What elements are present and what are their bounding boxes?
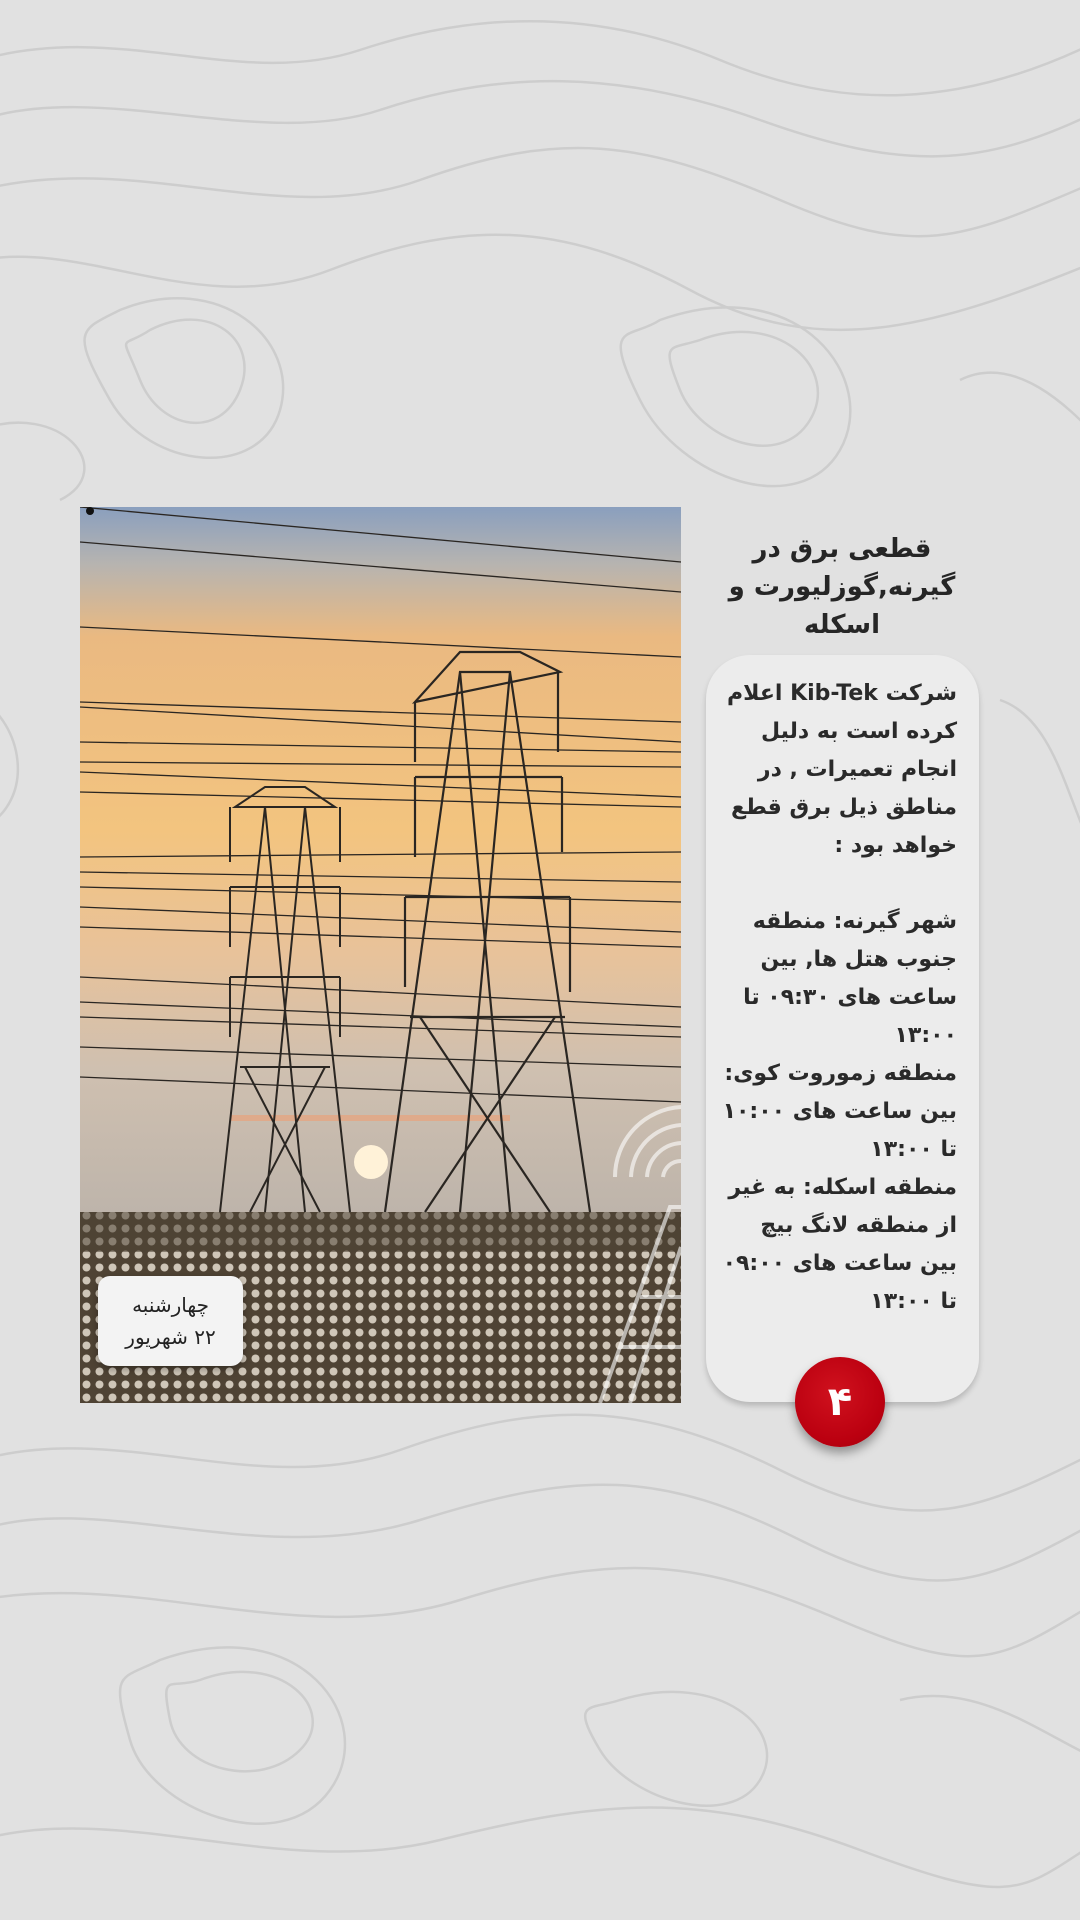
info-intro: شرکت Kib-Tek اعلام کرده است به دلیل انجام تعمیرات , در مناطق ذیل برق قطع خواهد بود : [727,681,957,858]
info-line-girne: شهر گیرنه: منطقه جنوب هتل ها, بین ساعت های ۰۹:۳۰ تا ۱۳:۰۰ [743,909,957,1048]
paragraph-gap [722,865,957,903]
page-number-badge: ۴ [795,1357,885,1447]
post-title: قطعی برق در گیرنه,گوزلیورت و اسکله [728,534,956,640]
info-line-zumrutkoy: منطقه زموروت کوی: بین ساعت های ۱۰:۰۰ تا ۱۳:۰۰ [722,1061,957,1162]
info-line-iskele: منطقه اسکله: به غیر از منطقه لانگ بیچ بین ساعت های ۰۹:۰۰ تا ۱۳:۰۰ [722,1175,957,1314]
sun [354,1145,388,1179]
date-weekday: چهارشنبه [132,1293,209,1317]
date-card [98,1276,243,1366]
pylons-illustration [80,507,681,1403]
info-text [722,675,957,1321]
date-day-month: ۲۲ شهریور [125,1325,216,1349]
pylons-photo [80,507,681,1403]
